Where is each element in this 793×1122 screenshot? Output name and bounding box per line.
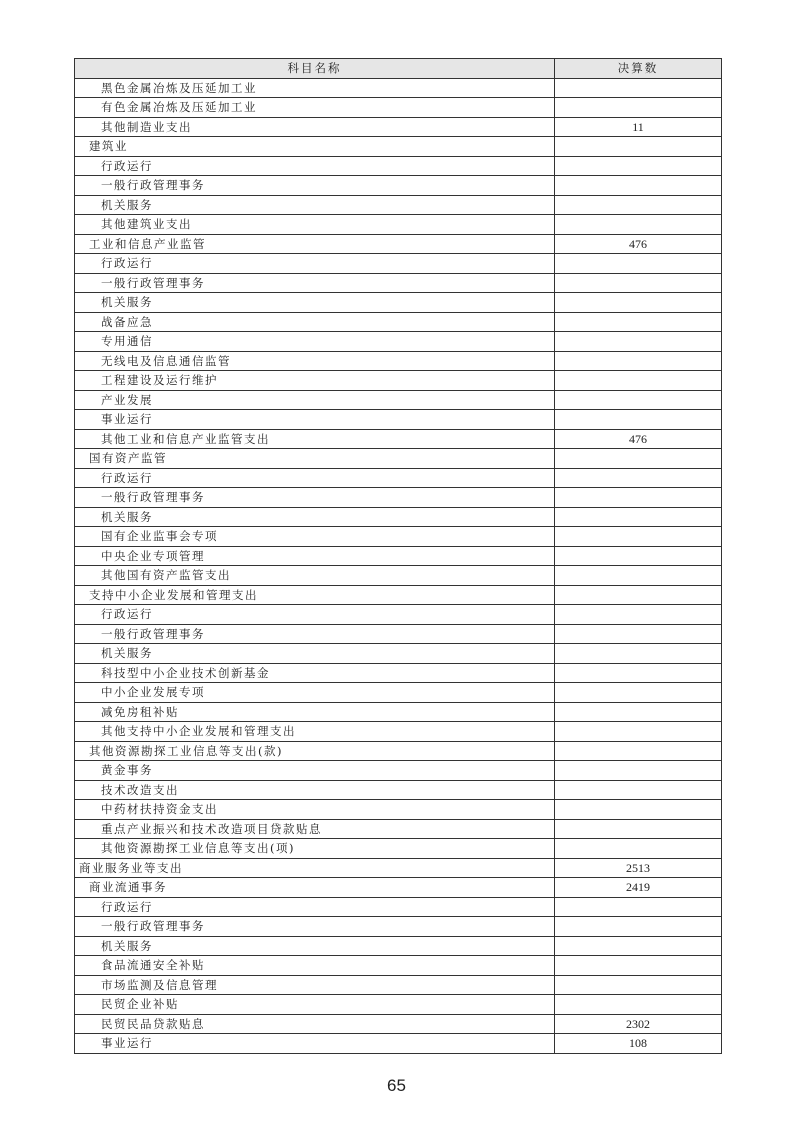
- table-row: [75, 449, 722, 469]
- subject-name-cell: 其他建筑业支出: [75, 215, 555, 235]
- table-row: [75, 975, 722, 995]
- table-row: [75, 254, 722, 274]
- amount-cell: [555, 624, 722, 644]
- subject-name-cell: 国有资产监管: [75, 449, 555, 469]
- amount-cell: [555, 546, 722, 566]
- subject-name-cell: 行政运行: [75, 156, 555, 176]
- table-row: [75, 741, 722, 761]
- table-row: [75, 410, 722, 430]
- amount-cell: [555, 741, 722, 761]
- subject-name-cell: 机关服务: [75, 293, 555, 313]
- subject-name-cell: 工业和信息产业监管: [75, 234, 555, 254]
- amount-cell: [555, 683, 722, 703]
- subject-name-cell: 中央企业专项管理: [75, 546, 555, 566]
- table-row: [75, 995, 722, 1015]
- amount-cell: [555, 410, 722, 430]
- amount-cell: [555, 176, 722, 196]
- subject-name-cell: 民贸民品贷款贴息: [75, 1014, 555, 1034]
- subject-name-cell: 事业运行: [75, 1034, 555, 1054]
- subject-name-cell: 战备应急: [75, 312, 555, 332]
- subject-name-cell: 机关服务: [75, 507, 555, 527]
- subject-name-cell: 一般行政管理事务: [75, 273, 555, 293]
- subject-name-cell: 科技型中小企业技术创新基金: [75, 663, 555, 683]
- table-row: [75, 312, 722, 332]
- subject-name-cell: 食品流通安全补贴: [75, 956, 555, 976]
- table-row: [75, 936, 722, 956]
- amount-cell: [555, 488, 722, 508]
- amount-cell: [555, 995, 722, 1015]
- table-row: [75, 761, 722, 781]
- subject-name-cell: 民贸企业补贴: [75, 995, 555, 1015]
- amount-cell: [555, 156, 722, 176]
- amount-cell: [555, 800, 722, 820]
- subject-name-cell: 商业流通事务: [75, 878, 555, 898]
- amount-cell: 2302: [555, 1014, 722, 1034]
- table-row: [75, 624, 722, 644]
- table-row: [75, 390, 722, 410]
- table-row: [75, 800, 722, 820]
- subject-name-cell: 黑色金属冶炼及压延加工业: [75, 78, 555, 98]
- amount-cell: [555, 273, 722, 293]
- subject-name-cell: 减免房租补贴: [75, 702, 555, 722]
- amount-cell: [555, 468, 722, 488]
- table-row: [75, 468, 722, 488]
- amount-cell: [555, 78, 722, 98]
- header-final-amount: 决算数: [555, 59, 722, 79]
- amount-cell: [555, 585, 722, 605]
- table-row: [75, 488, 722, 508]
- table-row: [75, 156, 722, 176]
- table-row: [75, 683, 722, 703]
- table-row: [75, 1014, 722, 1034]
- amount-cell: [555, 936, 722, 956]
- table-row: [75, 98, 722, 118]
- amount-cell: [555, 897, 722, 917]
- table-row: [75, 780, 722, 800]
- amount-cell: [555, 761, 722, 781]
- amount-cell: [555, 351, 722, 371]
- amount-cell: [555, 293, 722, 313]
- table-row: [75, 332, 722, 352]
- subject-name-cell: 支持中小企业发展和管理支出: [75, 585, 555, 605]
- table-row: [75, 1034, 722, 1054]
- subject-name-cell: 无线电及信息通信监管: [75, 351, 555, 371]
- table-row: [75, 429, 722, 449]
- amount-cell: [555, 956, 722, 976]
- table-row: [75, 234, 722, 254]
- table-row: [75, 117, 722, 137]
- table-row: [75, 663, 722, 683]
- subject-name-cell: 商业服务业等支出: [75, 858, 555, 878]
- amount-cell: [555, 839, 722, 859]
- subject-name-cell: 产业发展: [75, 390, 555, 410]
- amount-cell: [555, 137, 722, 157]
- subject-name-cell: 一般行政管理事务: [75, 176, 555, 196]
- subject-name-cell: 事业运行: [75, 410, 555, 430]
- subject-name-cell: 工程建设及运行维护: [75, 371, 555, 391]
- amount-cell: [555, 527, 722, 547]
- subject-name-cell: 一般行政管理事务: [75, 488, 555, 508]
- subject-name-cell: 行政运行: [75, 897, 555, 917]
- table-row: [75, 78, 722, 98]
- subject-name-cell: 行政运行: [75, 468, 555, 488]
- table-row: [75, 273, 722, 293]
- table-row: [75, 702, 722, 722]
- header-subject-name: 科目名称: [75, 59, 555, 79]
- amount-cell: 108: [555, 1034, 722, 1054]
- amount-cell: [555, 390, 722, 410]
- subject-name-cell: 其他支持中小企业发展和管理支出: [75, 722, 555, 742]
- page-number: 65: [387, 1076, 406, 1095]
- subject-name-cell: 其他工业和信息产业监管支出: [75, 429, 555, 449]
- table-row: [75, 956, 722, 976]
- amount-cell: [555, 254, 722, 274]
- table-row: [75, 137, 722, 157]
- subject-name-cell: 行政运行: [75, 254, 555, 274]
- subject-name-cell: 重点产业振兴和技术改造项目贷款贴息: [75, 819, 555, 839]
- table-row: [75, 176, 722, 196]
- amount-cell: 476: [555, 429, 722, 449]
- amount-cell: 2513: [555, 858, 722, 878]
- subject-name-cell: 国有企业监事会专项: [75, 527, 555, 547]
- amount-cell: [555, 98, 722, 118]
- subject-name-cell: 机关服务: [75, 195, 555, 215]
- subject-name-cell: 市场监测及信息管理: [75, 975, 555, 995]
- subject-name-cell: 其他资源勘探工业信息等支出(款): [75, 741, 555, 761]
- table-row: [75, 195, 722, 215]
- amount-cell: [555, 644, 722, 664]
- subject-name-cell: 机关服务: [75, 936, 555, 956]
- subject-name-cell: 其他资源勘探工业信息等支出(项): [75, 839, 555, 859]
- subject-name-cell: 机关服务: [75, 644, 555, 664]
- table-row: [75, 878, 722, 898]
- subject-name-cell: 行政运行: [75, 605, 555, 625]
- subject-name-cell: 中药材扶持资金支出: [75, 800, 555, 820]
- amount-cell: [555, 819, 722, 839]
- table-row: [75, 917, 722, 937]
- amount-cell: [555, 371, 722, 391]
- amount-cell: [555, 566, 722, 586]
- amount-cell: 2419: [555, 878, 722, 898]
- amount-cell: [555, 215, 722, 235]
- subject-name-cell: 专用通信: [75, 332, 555, 352]
- amount-cell: 11: [555, 117, 722, 137]
- subject-name-cell: 黄金事务: [75, 761, 555, 781]
- table-row: [75, 605, 722, 625]
- table-row: [75, 527, 722, 547]
- table-row: [75, 351, 722, 371]
- amount-cell: [555, 663, 722, 683]
- amount-cell: [555, 702, 722, 722]
- amount-cell: [555, 332, 722, 352]
- amount-cell: [555, 722, 722, 742]
- amount-cell: 476: [555, 234, 722, 254]
- table-row: [75, 839, 722, 859]
- table-row: [75, 371, 722, 391]
- table-row: [75, 722, 722, 742]
- amount-cell: [555, 975, 722, 995]
- table-row: [75, 858, 722, 878]
- subject-name-cell: 有色金属冶炼及压延加工业: [75, 98, 555, 118]
- amount-cell: [555, 312, 722, 332]
- subject-name-cell: 其他国有资产监管支出: [75, 566, 555, 586]
- table-row: [75, 644, 722, 664]
- table-header-row: [75, 59, 722, 79]
- subject-name-cell: 其他制造业支出: [75, 117, 555, 137]
- table-row: [75, 819, 722, 839]
- amount-cell: [555, 605, 722, 625]
- amount-cell: [555, 780, 722, 800]
- amount-cell: [555, 449, 722, 469]
- table-row: [75, 566, 722, 586]
- expenditure-table: [74, 58, 722, 1054]
- amount-cell: [555, 917, 722, 937]
- table-row: [75, 215, 722, 235]
- subject-name-cell: 一般行政管理事务: [75, 917, 555, 937]
- table-row: [75, 897, 722, 917]
- amount-cell: [555, 195, 722, 215]
- subject-name-cell: 中小企业发展专项: [75, 683, 555, 703]
- subject-name-cell: 建筑业: [75, 137, 555, 157]
- amount-cell: [555, 507, 722, 527]
- subject-name-cell: 技术改造支出: [75, 780, 555, 800]
- table-row: [75, 585, 722, 605]
- table-row: [75, 546, 722, 566]
- table-row: [75, 293, 722, 313]
- table-row: [75, 507, 722, 527]
- subject-name-cell: 一般行政管理事务: [75, 624, 555, 644]
